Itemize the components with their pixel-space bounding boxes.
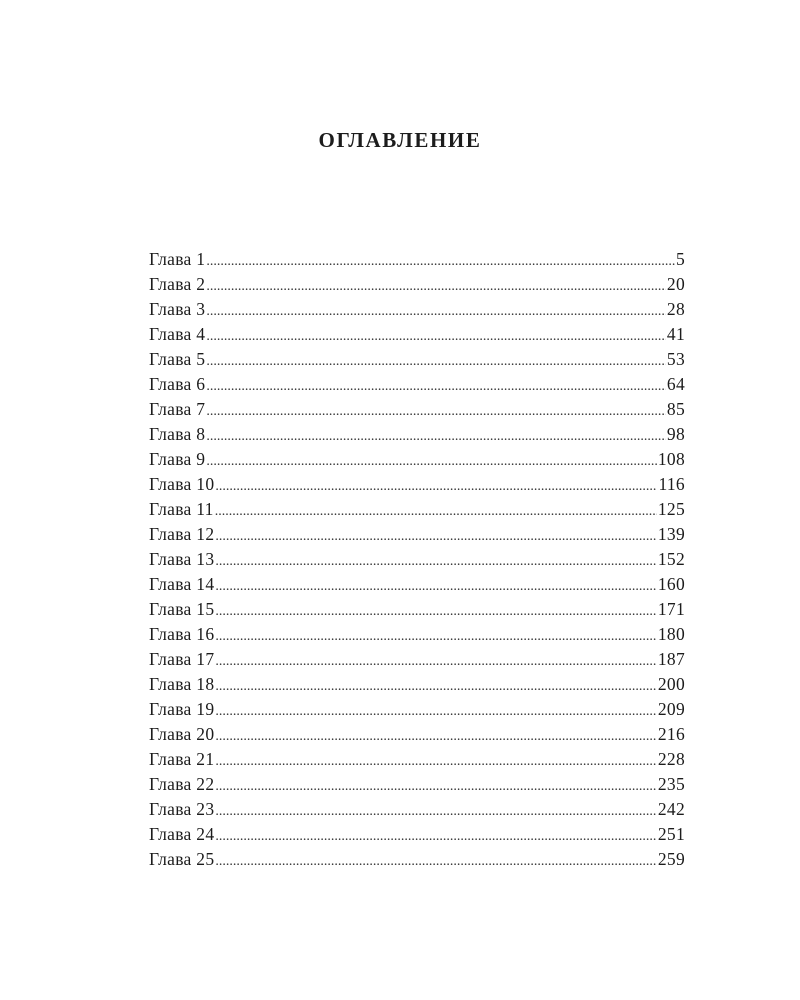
toc-entry[interactable] <box>149 322 685 347</box>
toc-entry-page-number: 228 <box>657 749 685 769</box>
dot-leader <box>215 699 656 724</box>
toc-entry-page-number: 187 <box>657 649 685 669</box>
toc-entry[interactable] <box>149 747 685 772</box>
toc-entry-page-number: 64 <box>666 374 685 394</box>
toc-entry[interactable] <box>149 822 685 847</box>
toc-entry-page-number: 5 <box>675 249 685 269</box>
toc-entry-page-number: 98 <box>666 424 685 444</box>
toc-entry[interactable] <box>149 697 685 722</box>
toc-entry-label: Глава 17 <box>149 649 215 669</box>
toc-entry-page-number: 20 <box>666 274 685 294</box>
dot-leader <box>215 674 656 699</box>
toc-entry-label: Глава 9 <box>149 449 206 469</box>
toc-entry[interactable] <box>149 472 685 497</box>
toc-entry-label: Глава 10 <box>149 474 215 494</box>
toc-entry-label: Глава 14 <box>149 574 215 594</box>
toc-entry-page-number: 125 <box>657 499 685 519</box>
toc-entry-label: Глава 16 <box>149 624 215 644</box>
toc-entry-page-number: 108 <box>657 449 685 469</box>
toc-entry[interactable] <box>149 347 685 372</box>
toc-entry[interactable] <box>149 797 685 822</box>
toc-entry[interactable] <box>149 722 685 747</box>
toc-entry-page-number: 180 <box>657 624 685 644</box>
toc-entry-page-number: 259 <box>657 849 685 869</box>
toc-entry-label: Глава 11 <box>149 499 214 519</box>
toc-entry-label: Глава 13 <box>149 549 215 569</box>
toc-entry[interactable] <box>149 772 685 797</box>
dot-leader <box>215 824 656 849</box>
toc-entry[interactable] <box>149 572 685 597</box>
toc-entry-label: Глава 20 <box>149 724 215 744</box>
dot-leader <box>215 549 656 574</box>
toc-entry-label: Глава 4 <box>149 324 206 344</box>
toc-entry-label: Глава 5 <box>149 349 206 369</box>
dot-leader <box>206 249 675 274</box>
toc-entry-label: Глава 2 <box>149 274 206 294</box>
toc-entry-label: Глава 7 <box>149 399 206 419</box>
toc-entry-label: Глава 22 <box>149 774 215 794</box>
toc-entry-label: Глава 15 <box>149 599 215 619</box>
toc-entry[interactable] <box>149 497 685 522</box>
toc-entry[interactable] <box>149 272 685 297</box>
toc-entry-label: Глава 3 <box>149 299 206 319</box>
toc-entry[interactable] <box>149 297 685 322</box>
toc-entry[interactable] <box>149 397 685 422</box>
toc-entry-page-number: 160 <box>657 574 685 594</box>
toc-entry-page-number: 41 <box>666 324 685 344</box>
dot-leader <box>206 324 666 349</box>
dot-leader <box>206 299 666 324</box>
toc-entry-page-number: 209 <box>657 699 685 719</box>
dot-leader <box>206 374 666 399</box>
dot-leader <box>215 599 656 624</box>
toc-entry-label: Глава 8 <box>149 424 206 444</box>
dot-leader <box>206 424 666 449</box>
dot-leader <box>215 749 656 774</box>
toc-entry-label: Глава 23 <box>149 799 215 819</box>
toc-entry-page-number: 216 <box>657 724 685 744</box>
toc-entry-label: Глава 1 <box>149 249 206 269</box>
toc-entry-page-number: 171 <box>657 599 685 619</box>
dot-leader <box>215 774 656 799</box>
toc-entry[interactable] <box>149 447 685 472</box>
dot-leader <box>215 474 657 499</box>
dot-leader <box>206 449 657 474</box>
toc-entry-page-number: 28 <box>666 299 685 319</box>
toc-entry-page-number: 53 <box>666 349 685 369</box>
toc-entry-label: Глава 24 <box>149 824 215 844</box>
toc-entry-page-number: 139 <box>657 524 685 544</box>
toc-entry-page-number: 200 <box>657 674 685 694</box>
toc-entry-page-number: 152 <box>657 549 685 569</box>
dot-leader <box>215 499 657 524</box>
toc-entry[interactable] <box>149 247 685 272</box>
dot-leader <box>215 649 656 674</box>
toc-entry[interactable] <box>149 597 685 622</box>
dot-leader <box>206 274 666 299</box>
toc-entry-page-number: 251 <box>657 824 685 844</box>
toc-title: ОГЛАВЛЕНИЕ <box>318 128 482 152</box>
toc-entry-label: Глава 18 <box>149 674 215 694</box>
toc-entry[interactable] <box>149 422 685 447</box>
toc-entry-page-number: 235 <box>657 774 685 794</box>
dot-leader <box>206 349 666 374</box>
toc-entry[interactable] <box>149 372 685 397</box>
toc-entry-label: Глава 12 <box>149 524 215 544</box>
toc-entry-label: Глава 21 <box>149 749 215 769</box>
toc-entry-page-number: 85 <box>666 399 685 419</box>
dot-leader <box>215 524 656 549</box>
dot-leader <box>215 799 656 824</box>
toc-entry[interactable] <box>149 547 685 572</box>
toc-entry-label: Глава 19 <box>149 699 215 719</box>
toc-entry-page-number: 242 <box>657 799 685 819</box>
toc-entry[interactable] <box>149 522 685 547</box>
dot-leader <box>215 624 656 649</box>
dot-leader <box>206 399 666 424</box>
dot-leader <box>215 849 656 874</box>
toc-entry[interactable] <box>149 647 685 672</box>
toc-entry[interactable] <box>149 847 685 872</box>
dot-leader <box>215 574 656 599</box>
toc-entry[interactable] <box>149 622 685 647</box>
dot-leader <box>215 724 656 749</box>
toc-entry-label: Глава 6 <box>149 374 206 394</box>
toc-list <box>149 247 685 872</box>
toc-entry-page-number: 116 <box>658 474 685 494</box>
toc-entry-label: Глава 25 <box>149 849 215 869</box>
toc-entry[interactable] <box>149 672 685 697</box>
